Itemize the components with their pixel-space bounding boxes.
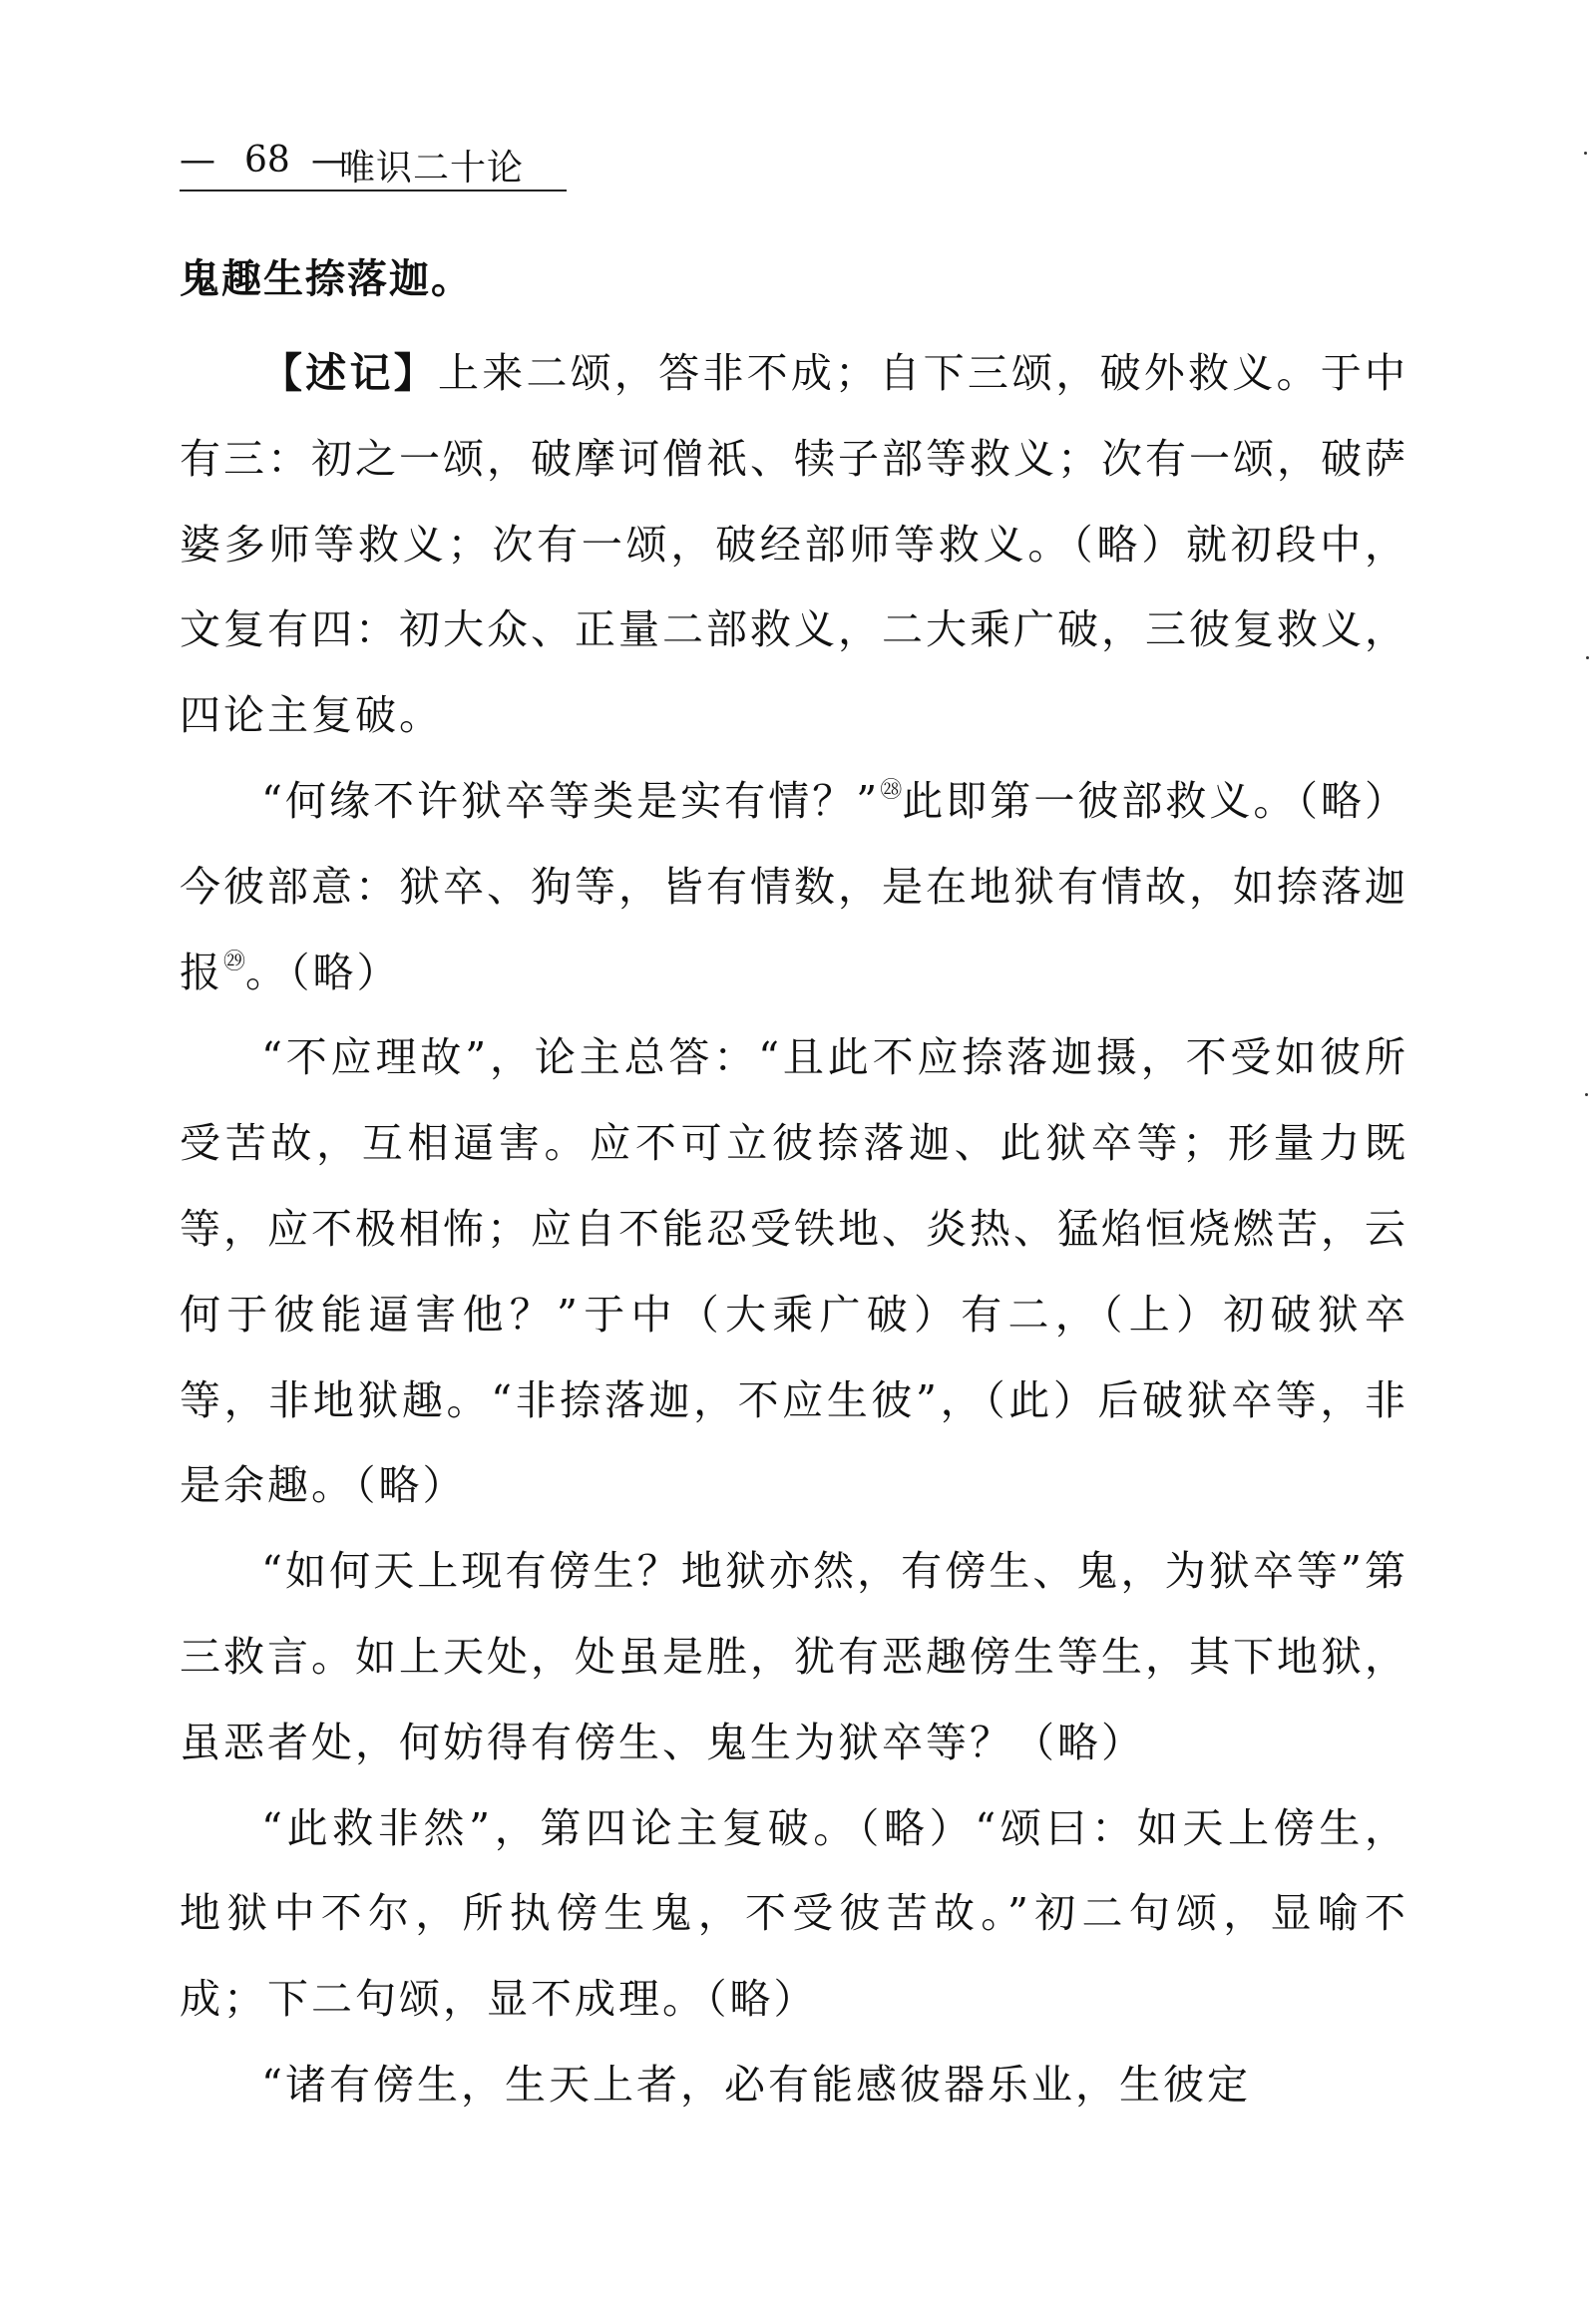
paragraph-4: “如何天上现有傍生？地狱亦然，有傍生、鬼，为狱卒等”第三救言。如上天处，处虽是胜，犹有恶趣傍生等生，其下地狱，虽恶者处，何妨得有傍生、鬼生为狱卒等？（略） — [180, 1547, 1408, 1766]
header-dash-left: — — [180, 140, 215, 181]
paragraph-text: 此即第一彼部救义。（略）今彼部意：狱卒、狗等，皆有情数，是在地狱有情故，如捺落迦报 — [180, 776, 1408, 996]
book-title: 唯识二十论 — [339, 148, 525, 189]
footnote-ref-29: ㉙ — [223, 949, 246, 974]
page-number: 68 — [244, 140, 290, 181]
scan-speck — [1584, 152, 1587, 155]
scan-speck — [1585, 1093, 1588, 1096]
page-body — [180, 251, 1408, 2128]
header-rule — [180, 190, 567, 192]
commentary-mark: 【述记】 — [261, 349, 438, 397]
lead-line: 鬼趣生捺落迦。 — [180, 256, 473, 302]
paragraph-text: 上来二颂，答非不成；自下三颂，破外救义。于中有三：初之一颂，破摩诃僧祇、犊子部等救义；次有一颂，破萨婆多师等救义；次有一颂，破经部师等救义。（略）就初段中，文复有四：初大众、正量二部救义，二大乘广破，三彼复救义，四论主复破。 — [180, 349, 1409, 740]
paragraph-5: “此救非然”，第四论主复破。（略）“颂曰：如天上傍生，地狱中不尔，所执傍生鬼，不受彼苦故。”初二句颂，显喻不成；下二句颂，显不成理。（略） — [180, 1803, 1408, 2024]
scan-speck — [1586, 656, 1589, 659]
paragraph-2 — [180, 759, 1408, 1015]
footnote-ref-28: ㉘ — [880, 777, 903, 803]
paragraph-6: “诸有傍生，生天上者，必有能感彼器乐业，生彼定 — [261, 2060, 1251, 2109]
paragraph-text: “何缘不许狱卒等类是实有情？” — [261, 776, 881, 825]
paragraph-text: 。（略） — [245, 948, 401, 996]
header-dash-right: — — [311, 140, 347, 181]
paragraph-1 — [180, 331, 1408, 759]
paragraph-3: “不应理故”，论主总答：“且此不应捺落迦摄，不受如彼所受苦故，互相逼害。应不可立彼捺落迦、此狱卒等；形量力既等，应不极相怖；应自不能忍受铁地、炎热、猛焰恒烧燃苦，云何于彼能逼害他？”于中（大乘广破）有二，（上）初破狱卒等，非地狱趣。“非捺落迦，不应生彼”，（此）后破狱卒等，非是余趣。（略） — [180, 1033, 1408, 1510]
